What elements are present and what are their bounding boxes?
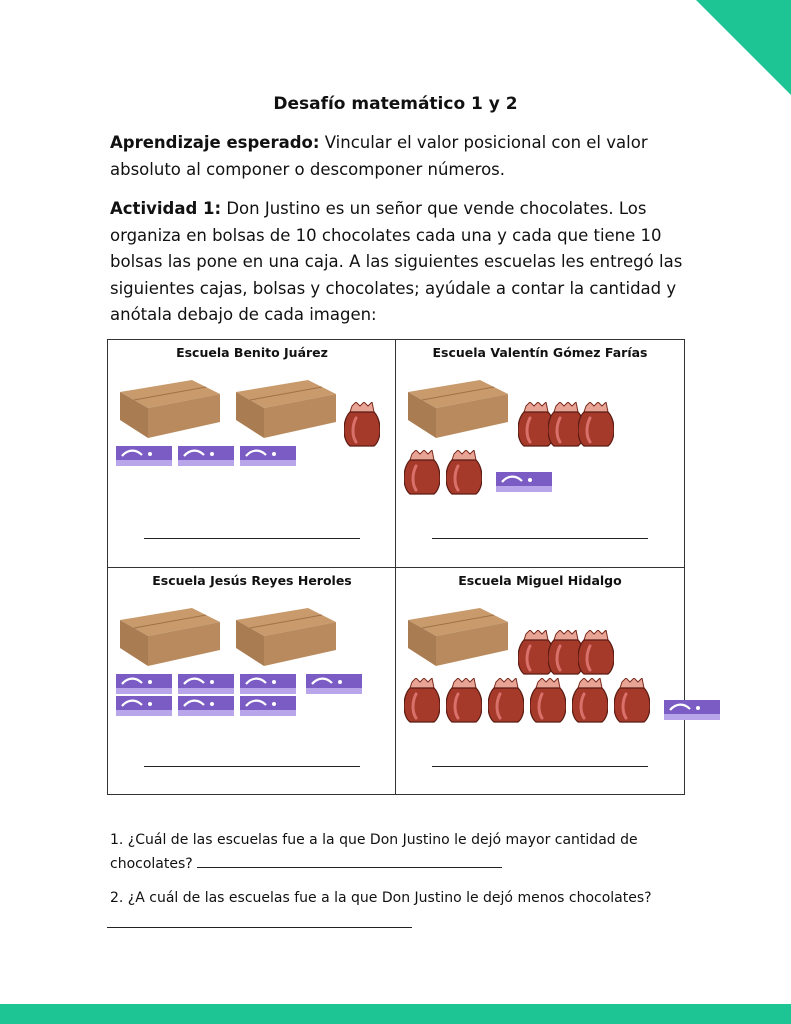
- answer-line[interactable]: [144, 538, 360, 539]
- activity-label: Actividad 1:: [110, 199, 222, 218]
- learning-label: Aprendizaje esperado:: [110, 133, 320, 152]
- question-1-text: 1. ¿Cuál de las escuelas fue a la que Don Justino le dejó mayor cantidad de chocolates?: [110, 832, 638, 872]
- school-name: Escuela Valentín Gómez Farías: [432, 345, 648, 360]
- school-name: Escuela Benito Juárez: [176, 345, 328, 360]
- chocolate-bar-icon: [240, 696, 296, 720]
- chocolate-bag-icon: [614, 678, 650, 728]
- school-cell: [396, 340, 684, 568]
- chocolate-bar-icon: [664, 700, 720, 724]
- chocolate-bar-icon: [116, 674, 172, 698]
- chocolate-bag-icon: [578, 402, 614, 452]
- chocolate-bag-icon: [446, 678, 482, 728]
- learning-text: Vincular el valor posicional con el valor absoluto al componer o descomponer números.: [110, 133, 648, 179]
- cardboard-box-icon: [230, 598, 342, 674]
- chocolate-bag-icon: [572, 678, 608, 728]
- chocolate-bar-icon: [116, 446, 172, 470]
- cardboard-box-icon: [402, 370, 514, 446]
- activity-text: Don Justino es un señor que vende chocolates. Los organiza en bolsas de 10 chocolates cada una y cada que tiene 10 bolsas las pone en una caja. A las siguientes escuelas les entregó las siguientes cajas, bolsas y chocolates; ayúdale a contar la cantidad y anótala debajo de cada imagen:: [110, 199, 683, 324]
- schools-table: [107, 339, 685, 795]
- chocolate-bar-icon: [306, 674, 362, 698]
- answer-line[interactable]: [432, 766, 648, 767]
- school-cell: [396, 568, 684, 796]
- chocolate-bar-icon: [240, 674, 296, 698]
- chocolate-bag-icon: [404, 678, 440, 728]
- chocolate-bar-icon: [178, 674, 234, 698]
- chocolate-bar-icon: [178, 696, 234, 720]
- chocolate-bar-icon: [496, 472, 552, 496]
- cardboard-box-icon: [114, 370, 226, 446]
- cardboard-box-icon: [402, 598, 514, 674]
- chocolate-bag-icon: [446, 450, 482, 500]
- chocolate-bag-icon: [578, 630, 614, 680]
- chocolate-bag-icon: [530, 678, 566, 728]
- school-cell: [108, 340, 396, 568]
- corner-decoration: [696, 0, 791, 95]
- school-name: Escuela Miguel Hidalgo: [458, 573, 622, 588]
- learning-paragraph: [110, 130, 690, 183]
- question-2-answer-line[interactable]: [107, 927, 412, 928]
- chocolate-bag-icon: [404, 450, 440, 500]
- chocolate-bag-icon: [488, 678, 524, 728]
- cardboard-box-icon: [114, 598, 226, 674]
- answer-line[interactable]: [432, 538, 648, 539]
- bottom-decoration: [0, 1004, 791, 1024]
- answer-line[interactable]: [144, 766, 360, 767]
- chocolate-bar-icon: [116, 696, 172, 720]
- chocolate-bar-icon: [240, 446, 296, 470]
- chocolate-bag-icon: [344, 402, 380, 452]
- question-2-text: 2. ¿A cuál de las escuelas fue a la que Don Justino le dejó menos chocolates?: [110, 890, 652, 906]
- school-cell: [108, 568, 396, 796]
- question-1-answer-line[interactable]: [197, 853, 502, 868]
- question-2: [110, 886, 710, 910]
- page-title: Desafío matemático 1 y 2: [273, 94, 518, 114]
- school-name: Escuela Jesús Reyes Heroles: [152, 573, 352, 588]
- chocolate-bar-icon: [178, 446, 234, 470]
- activity-paragraph: [110, 196, 690, 329]
- cardboard-box-icon: [230, 370, 342, 446]
- question-1: [110, 828, 710, 876]
